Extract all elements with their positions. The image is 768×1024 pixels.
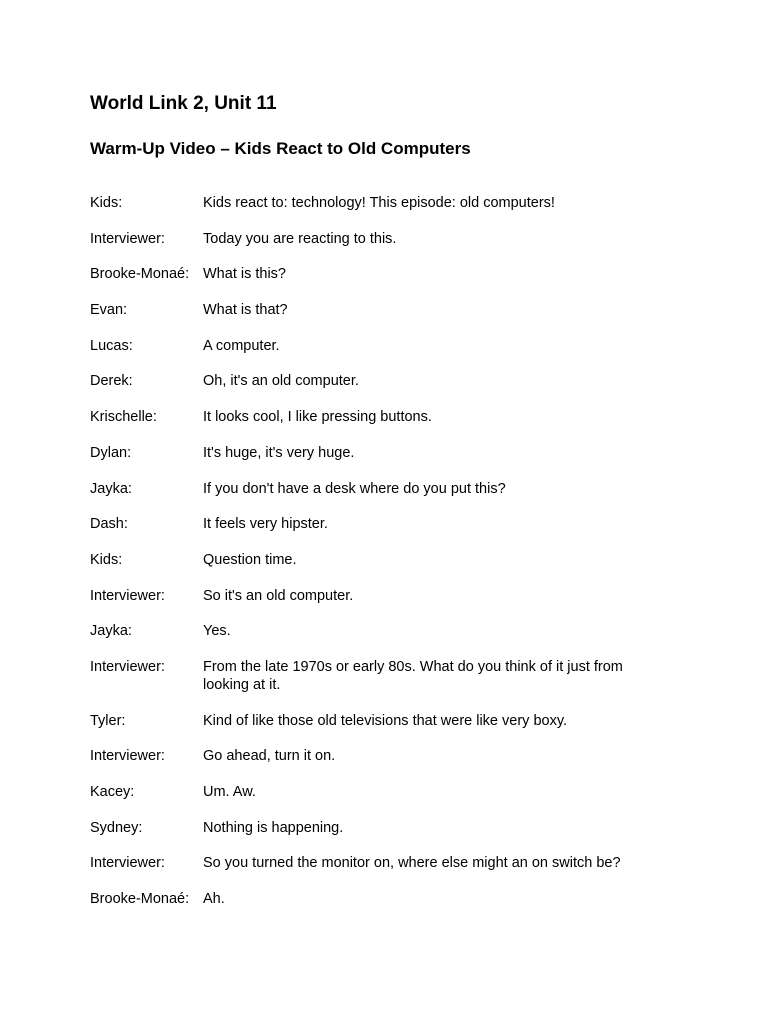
dialogue-line [90, 819, 650, 837]
speaker-label: Krischelle: [90, 409, 157, 426]
document-subtitle: Warm-Up Video – Kids React to Old Computers [90, 139, 471, 158]
dialogue-text: What is this? [203, 266, 286, 283]
dialogue-text: If you don't have a desk where do you put this? [203, 480, 506, 497]
dialogue-line [90, 622, 650, 640]
speaker-label: Kacey: [90, 784, 135, 800]
speaker-label: Interviewer: [90, 855, 165, 872]
dialogue-line [90, 515, 650, 533]
dialogue-line [90, 854, 650, 872]
speaker-label: Jayka: [90, 623, 132, 640]
dialogue-text: Um. Aw. [203, 784, 256, 800]
speaker-label: Dylan: [90, 444, 132, 461]
dialogue-line [90, 372, 650, 390]
speaker-label: Interviewer: [90, 230, 165, 247]
speaker-label: Brooke-Monaé: [90, 891, 190, 908]
dialogue-text: So you turned the monitor on, where else might an on switch be? [203, 855, 621, 872]
speaker-label: Interviewer: [90, 658, 165, 675]
dialogue-text: Kind of like those old televisions that were like very boxy. [203, 712, 568, 729]
speaker-label: Brooke-Monaé: [90, 266, 190, 283]
dialogue-line [90, 480, 650, 498]
dialogue-text: A computer. [203, 337, 280, 354]
speaker-label: Tyler: [90, 712, 126, 729]
dialogue-line [90, 444, 650, 462]
dialogue-text: Today you are reacting to this. [203, 230, 397, 247]
speaker-label: Interviewer: [90, 748, 165, 765]
dialogue-text: From the late 1970s or early 80s. What do you think of it just from looking at it. [203, 658, 623, 693]
dialogue-text: It feels very hipster. [203, 516, 328, 533]
speaker-label: Interviewer: [90, 587, 165, 604]
speaker-label: Evan: [90, 302, 128, 319]
dialogue-text: Nothing is happening. [203, 819, 344, 836]
speaker-label: Kids: [90, 551, 123, 568]
dialogue-line [90, 301, 650, 319]
speaker-label: Kids: [90, 195, 123, 211]
speaker-label: Derek: [90, 373, 133, 390]
document-title: World Link 2, Unit 11 [90, 93, 277, 114]
dialogue-text: Oh, it's an old computer. [203, 373, 359, 390]
dialogue-line [90, 712, 650, 730]
dialogue-line [90, 658, 650, 694]
dialogue-text: So it's an old computer. [203, 587, 354, 604]
dialogue-line [90, 587, 650, 605]
dialogue-text: It's huge, it's very huge. [203, 444, 355, 461]
speaker-label: Sydney: [90, 819, 143, 836]
dialogue-line [90, 194, 650, 212]
speaker-label: Dash: [90, 516, 128, 533]
dialogue-text: What is that? [203, 302, 288, 319]
dialogue-line [90, 408, 650, 426]
dialogue-line [90, 747, 650, 765]
dialogue-line [90, 890, 650, 908]
dialogue-text: Go ahead, turn it on. [203, 748, 336, 765]
dialogue-text: Ah. [203, 891, 225, 908]
speaker-label: Lucas: [90, 337, 133, 354]
dialogue-text: Question time. [203, 551, 297, 568]
dialogue-line [90, 230, 650, 248]
dialogue-text: It looks cool, I like pressing buttons. [203, 409, 432, 426]
dialogue-line [90, 783, 650, 801]
speaker-label: Jayka: [90, 480, 132, 497]
dialogue-line [90, 551, 650, 569]
dialogue-text: Kids react to: technology! This episode: old computers! [203, 195, 555, 211]
dialogue-text: Yes. [203, 623, 231, 640]
dialogue-transcript [90, 194, 650, 926]
dialogue-line [90, 337, 650, 355]
dialogue-line [90, 265, 650, 283]
